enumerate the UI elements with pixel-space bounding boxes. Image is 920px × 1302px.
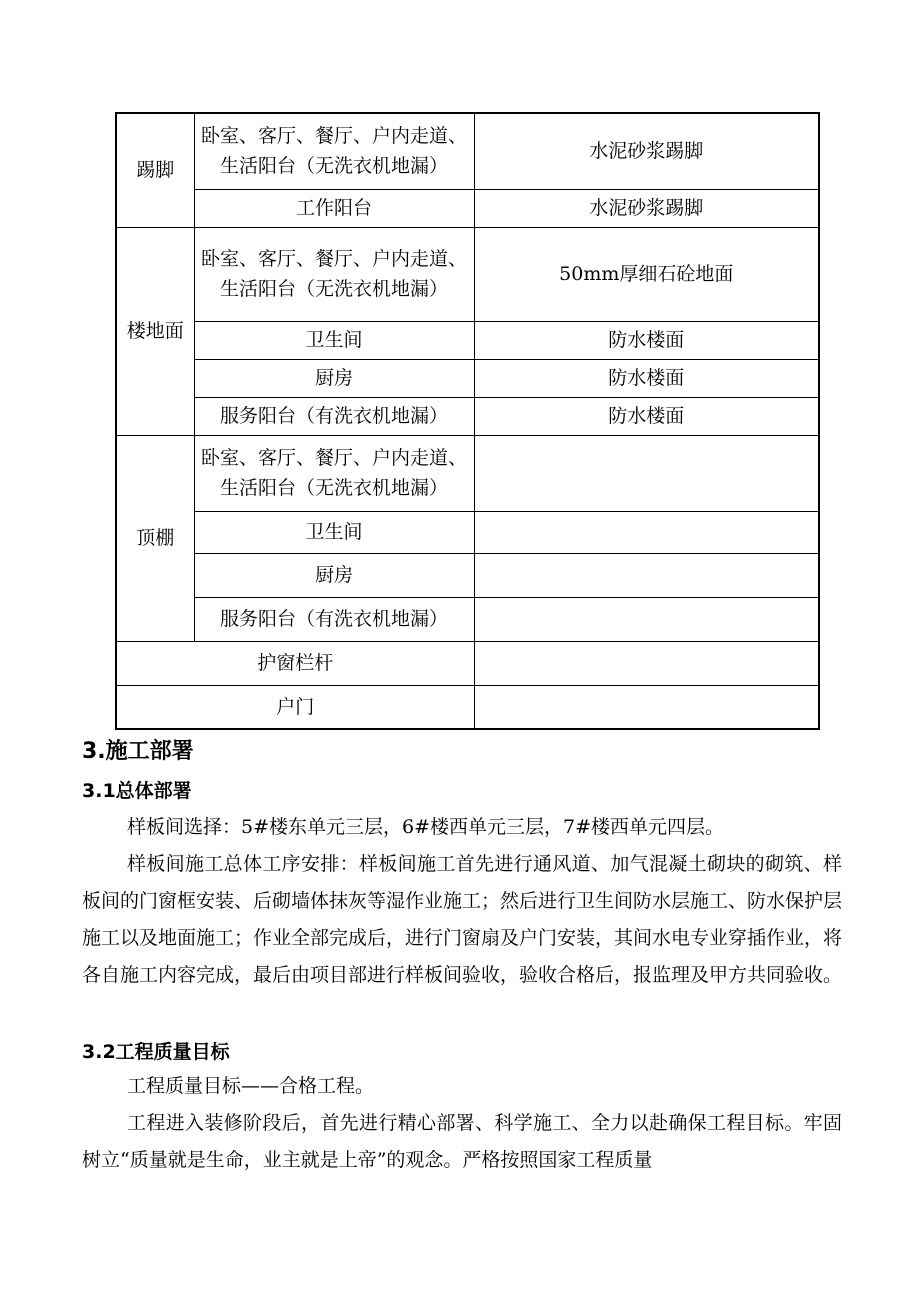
material-cell — [474, 685, 819, 729]
location-cell: 卧室、客厅、餐厅、户内走道、 生活阳台（无洗衣机地漏） — [194, 113, 474, 189]
material-cell: 防水楼面 — [474, 321, 819, 359]
material-cell: 水泥砂浆踢脚 — [474, 113, 819, 189]
item-cell: 护窗栏杆 — [116, 641, 474, 685]
material-cell — [474, 511, 819, 553]
table-row — [116, 685, 819, 729]
material-cell — [474, 641, 819, 685]
location-cell: 工作阳台 — [194, 189, 474, 227]
location-cell: 卫生间 — [194, 511, 474, 553]
subsection-heading: 3.2工程质量目标 — [82, 1041, 230, 1063]
paragraph: 样板间选择：5#楼东单元三层，6#楼西单元三层，7#楼西单元四层。 — [127, 816, 725, 838]
category-cell: 顶棚 — [116, 435, 194, 641]
table-row — [116, 641, 819, 685]
location-cell: 卧室、客厅、餐厅、户内走道、 生活阳台（无洗衣机地漏） — [194, 435, 474, 511]
table-row — [116, 359, 819, 397]
material-cell: 水泥砂浆踢脚 — [474, 189, 819, 227]
location-cell: 卫生间 — [194, 321, 474, 359]
table-row — [116, 397, 819, 435]
location-cell: 服务阳台（有洗衣机地漏） — [194, 597, 474, 641]
material-cell — [474, 597, 819, 641]
table-row — [116, 227, 819, 321]
table-row — [116, 321, 819, 359]
material-cell: 50mm厚细石砼地面 — [474, 227, 819, 321]
location-cell: 服务阳台（有洗衣机地漏） — [194, 397, 474, 435]
table-row — [116, 511, 819, 553]
table-row — [116, 553, 819, 597]
finish-spec-table — [115, 112, 820, 730]
category-cell: 楼地面 — [116, 227, 194, 435]
material-cell — [474, 435, 819, 511]
material-cell: 防水楼面 — [474, 397, 819, 435]
table-row — [116, 113, 819, 189]
location-cell: 卧室、客厅、餐厅、户内走道、 生活阳台（无洗衣机地漏） — [194, 227, 474, 321]
table-row — [116, 189, 819, 227]
table-row — [116, 435, 819, 511]
material-cell: 防水楼面 — [474, 359, 819, 397]
location-cell: 厨房 — [194, 359, 474, 397]
paragraph: 工程质量目标——合格工程。 — [127, 1075, 375, 1097]
paragraph: 样板间施工总体工序安排：样板间施工首先进行通风道、加气混凝土砌块的砌筑、样板间的门窗框安装、后砌墙体抹灰等湿作业施工；然后进行卫生间防水层施工、防水保护层施工以及地面施工；作业全部完成后，进行门窗扇及户门安装，其间水电专业穿插作业，将各自施工内容完成，最后由项目部进行样板间验收，验收合格后，报监理及甲方共同验收。 — [82, 853, 843, 986]
location-cell: 厨房 — [194, 553, 474, 597]
table-row — [116, 597, 819, 641]
material-cell — [474, 553, 819, 597]
item-cell: 户门 — [116, 685, 474, 729]
category-cell: 踢脚 — [116, 113, 194, 227]
section-heading: 3.施工部署 — [82, 739, 194, 764]
paragraph: 工程进入装修阶段后，首先进行精心部署、科学施工、全力以赴确保工程目标。牢固树立“质量就是生命，业主就是上帝”的观念。严格按照国家工程质量 — [82, 1112, 842, 1171]
subsection-heading: 3.1总体部署 — [82, 780, 192, 802]
